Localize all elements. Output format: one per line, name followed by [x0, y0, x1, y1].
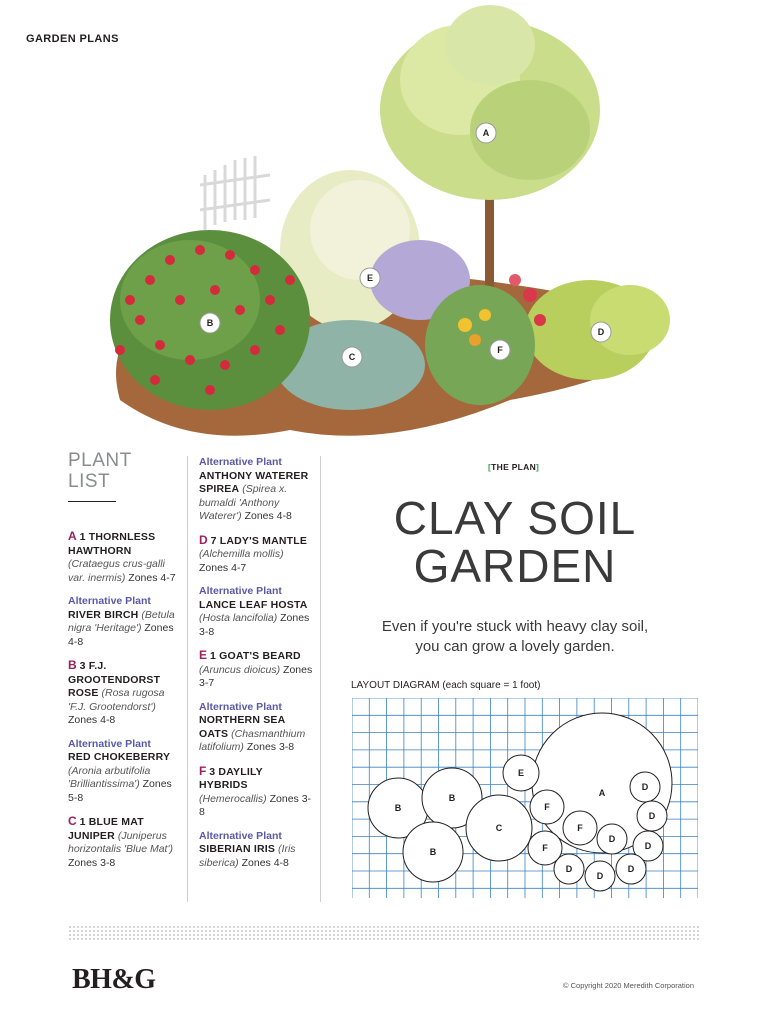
alternative-plant-entry: Alternative Plant RIVER BIRCH (Betula nigra 'Heritage') Zones 4-8: [68, 595, 175, 648]
svg-text:A: A: [482, 128, 490, 138]
marker-e: [360, 268, 380, 288]
svg-text:F: F: [542, 843, 548, 853]
svg-text:D: D: [565, 864, 573, 874]
svg-text:D: D: [627, 864, 635, 874]
svg-text:E: E: [366, 273, 374, 283]
svg-text:B: B: [206, 318, 214, 328]
alternative-plant-entry: Alternative Plant LANCE LEAF HOSTA (Hosta lancifolia) Zones 3-8: [199, 585, 310, 638]
diagram-plant-b: [403, 822, 463, 882]
svg-text:E: E: [517, 768, 525, 778]
svg-text:D: D: [597, 327, 605, 337]
garden-illustration: [60, 0, 680, 455]
plant-entry: D 7 LADY'S MANTLE (Alchemilla mollis) Zones 4-7: [199, 532, 308, 574]
svg-text:A: A: [598, 788, 606, 798]
diagram-plant-d: [616, 854, 646, 884]
diagram-plant-d: [585, 861, 615, 891]
svg-text:D: D: [648, 811, 656, 821]
column-divider: [187, 456, 188, 902]
brand-logo: BH&G: [72, 964, 156, 995]
svg-text:D: D: [641, 782, 649, 792]
layout-diagram: [352, 698, 698, 898]
marker-f: [490, 340, 510, 360]
copyright: © Copyright 2020 Meredith Corporation: [563, 981, 695, 990]
plant-list-title: PLANT LIST: [68, 450, 132, 492]
alternative-plant-entry: Alternative Plant RED CHOKEBERRY (Aronia arbutifolia 'Brilliantissima') Zones 5-8: [68, 737, 172, 804]
plant-entry: F 3 DAYLILY HYBRIDS (Hemerocallis) Zones 3-8: [199, 763, 312, 818]
diagram-plant-f: [530, 790, 564, 824]
plant-list-column-1: [68, 530, 178, 880]
svg-text:C: C: [495, 823, 503, 833]
section-label: GARDEN PLANS: [26, 33, 119, 45]
column-divider: [320, 456, 321, 902]
marker-b: [200, 313, 220, 333]
alternative-plant-entry: Alternative Plant ANTHONY WATERER SPIREA (Spirea x. bumaldi 'Anthony Waterer') Zones 4-8: [199, 456, 309, 522]
plant-list-column-2: [199, 456, 314, 880]
svg-text:B: B: [448, 793, 456, 803]
diagram-plant-c: [466, 795, 532, 861]
marker-a: [476, 123, 496, 143]
diagram-plant-f: [563, 811, 597, 845]
diagram-plant-e: [503, 755, 539, 791]
diagram-label: LAYOUT DIAGRAM (each square = 1 foot): [351, 680, 541, 691]
svg-text:F: F: [544, 802, 550, 812]
svg-text:B: B: [429, 847, 437, 857]
alternative-plant-entry: Alternative Plant SIBERIAN IRIS (Iris siberica) Zones 4-8: [199, 829, 296, 869]
subtitle: Even if you're stuck with heavy clay soil, you can grow a lovely garden.: [381, 618, 649, 655]
svg-text:B: B: [394, 803, 402, 813]
diagram-plant-d: [597, 824, 627, 854]
diagram-plant-d: [630, 772, 660, 802]
plant-entry: C 1 BLUE MAT JUNIPER (Juniperus horizontalis 'Blue Mat') Zones 3-8: [68, 814, 173, 869]
alternative-plant-entry: Alternative Plant NORTHERN SEA OATS (Chasmanthium latifolium) Zones 3-8: [199, 700, 306, 753]
plant-entry: B 3 F.J. GROOTENDORST ROSE (Rosa rugosa 'F.J. Grootendorst') Zones 4-8: [68, 658, 165, 726]
divider: [68, 501, 116, 502]
diagram-plant-f: [528, 831, 562, 865]
svg-text:C: C: [348, 352, 356, 362]
plant-entry: A 1 THORNLESS HAWTHORN (Crataegus crus-galli var. inermis) Zones 4-7: [68, 529, 176, 584]
svg-text:F: F: [577, 823, 583, 833]
plant-entry: E 1 GOAT'S BEARD (Aruncus dioicus) Zones 3-7: [199, 648, 313, 689]
marker-d: [591, 322, 611, 342]
svg-text:F: F: [497, 345, 503, 355]
diagram-plant-d: [637, 801, 667, 831]
marker-c: [342, 347, 362, 367]
page-title: CLAY SOIL GARDEN: [393, 492, 637, 592]
svg-text:D: D: [644, 841, 652, 851]
svg-text:D: D: [608, 834, 616, 844]
section-tag: [THE PLAN]: [488, 462, 540, 472]
svg-text:D: D: [596, 871, 604, 881]
dotted-divider: [68, 925, 700, 941]
